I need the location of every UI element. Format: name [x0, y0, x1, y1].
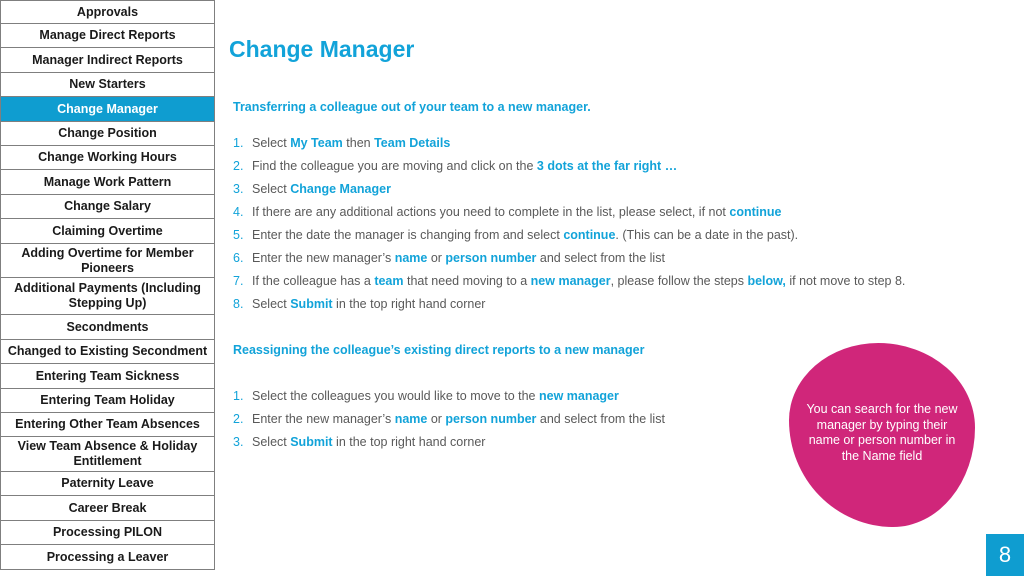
- step-number: 5.: [233, 228, 244, 242]
- step-number: 3.: [233, 182, 244, 196]
- step-text: If the colleague has a: [252, 274, 375, 288]
- sidebar-item-entering-team-holiday[interactable]: Entering Team Holiday: [0, 389, 215, 413]
- highlighted-term: new manager: [538, 389, 619, 403]
- step-number: 4.: [233, 205, 244, 219]
- sidebar-item-entering-other-team-absences[interactable]: Entering Other Team Absences: [0, 413, 215, 437]
- page-number-badge: 8: [986, 534, 1024, 576]
- sidebar-item-approvals[interactable]: Approvals: [0, 0, 215, 24]
- step-text: Select the colleagues you would like to move to the: [252, 389, 539, 403]
- step-text: Select: [252, 136, 291, 150]
- page-title: Change Manager: [229, 36, 415, 62]
- sidebar-item-change-position[interactable]: Change Position: [0, 122, 215, 146]
- step-item: [233, 274, 905, 288]
- step-item: [233, 159, 677, 173]
- step-item: [233, 412, 665, 426]
- step-item: [233, 136, 450, 150]
- highlighted-term: below,: [747, 274, 786, 288]
- step-text: Enter the new manager’s: [252, 412, 395, 426]
- sidebar-item-new-starters[interactable]: New Starters: [0, 73, 215, 97]
- step-text: that need moving to a: [403, 274, 531, 288]
- highlighted-term: Change Manager: [290, 182, 391, 196]
- highlighted-term: team: [374, 274, 404, 288]
- step-text: if not move to step 8.: [785, 274, 906, 288]
- highlighted-term: new manager: [530, 274, 611, 288]
- highlighted-term: name: [394, 251, 428, 265]
- step-text: in the top right hand corner: [332, 297, 486, 311]
- sidebar-item-paternity-leave[interactable]: Paternity Leave: [0, 472, 215, 496]
- step-text: or: [427, 251, 446, 265]
- step-number: 1.: [233, 136, 244, 150]
- step-text: and select from the list: [536, 251, 665, 265]
- section-heading-reassign: Reassigning the colleague’s existing direct reports to a new manager: [233, 343, 645, 357]
- step-item: [233, 205, 781, 219]
- step-item: [233, 228, 798, 242]
- step-text: Enter the date the manager is changing from and select: [252, 228, 564, 242]
- sidebar-item-career-break[interactable]: Career Break: [0, 496, 215, 521]
- highlighted-term: Submit: [290, 435, 333, 449]
- section-heading-transfer: Transferring a colleague out of your team to a new manager.: [233, 100, 591, 114]
- highlighted-term: person number: [445, 251, 537, 265]
- step-text: Select: [252, 297, 291, 311]
- step-text: or: [427, 412, 446, 426]
- sidebar-item-secondments[interactable]: Secondments: [0, 315, 215, 340]
- highlighted-term: My Team: [290, 136, 343, 150]
- sidebar-item-view-team-absence-holiday-entitlement[interactable]: View Team Absence & Holiday Entitlement: [0, 437, 215, 472]
- sidebar-item-additional-payments-including-stepping-up[interactable]: Additional Payments (Including Stepping Up): [0, 278, 215, 315]
- sidebar-item-entering-team-sickness[interactable]: Entering Team Sickness: [0, 364, 215, 389]
- step-number: 8.: [233, 297, 244, 311]
- sidebar-item-change-salary[interactable]: Change Salary: [0, 195, 215, 219]
- step-text: Select: [252, 182, 291, 196]
- highlighted-term: continue: [729, 205, 782, 219]
- sidebar-item-adding-overtime-for-member-pioneers[interactable]: Adding Overtime for Member Pioneers: [0, 244, 215, 278]
- step-item: [233, 182, 391, 196]
- callout-text: You can search for the new manager by typing their name or person number in the Name field: [806, 402, 958, 463]
- step-text: Find the colleague you are moving and click on the: [252, 159, 537, 173]
- sidebar-item-processing-a-leaver[interactable]: Processing a Leaver: [0, 545, 215, 570]
- step-text: If there are any additional actions you need to complete in the list, please select, if not: [252, 205, 730, 219]
- sidebar-item-manager-indirect-reports[interactable]: Manager Indirect Reports: [0, 48, 215, 73]
- sidebar-item-processing-pilon[interactable]: Processing PILON: [0, 521, 215, 545]
- sidebar-item-change-manager[interactable]: Change Manager: [0, 97, 215, 122]
- step-item: [233, 297, 485, 311]
- step-item: [233, 389, 619, 403]
- step-number: 6.: [233, 251, 244, 265]
- step-text: Select: [252, 435, 291, 449]
- highlighted-term: continue: [563, 228, 616, 242]
- step-text: . (This can be a date in the past).: [615, 228, 799, 242]
- highlighted-term: 3 dots at the far right …: [536, 159, 678, 173]
- sidebar-nav: [0, 0, 215, 570]
- step-text: in the top right hand corner: [332, 435, 486, 449]
- highlighted-term: person number: [445, 412, 537, 426]
- step-item: [233, 251, 665, 265]
- step-number: 3.: [233, 435, 244, 449]
- highlighted-term: Submit: [290, 297, 333, 311]
- sidebar-item-changed-to-existing-secondment[interactable]: Changed to Existing Secondment: [0, 340, 215, 364]
- step-text: Enter the new manager’s: [252, 251, 395, 265]
- highlighted-term: name: [394, 412, 428, 426]
- step-number: 2.: [233, 159, 244, 173]
- sidebar-item-manage-work-pattern[interactable]: Manage Work Pattern: [0, 170, 215, 195]
- sidebar-item-manage-direct-reports[interactable]: Manage Direct Reports: [0, 24, 215, 48]
- step-number: 2.: [233, 412, 244, 426]
- sidebar-item-claiming-overtime[interactable]: Claiming Overtime: [0, 219, 215, 244]
- step-text: then: [342, 136, 375, 150]
- sidebar-item-change-working-hours[interactable]: Change Working Hours: [0, 146, 215, 170]
- step-number: 1.: [233, 389, 244, 403]
- step-number: 7.: [233, 274, 244, 288]
- highlighted-term: Team Details: [374, 136, 451, 150]
- step-item: [233, 435, 485, 449]
- step-text: , please follow the steps: [610, 274, 748, 288]
- step-text: and select from the list: [536, 412, 665, 426]
